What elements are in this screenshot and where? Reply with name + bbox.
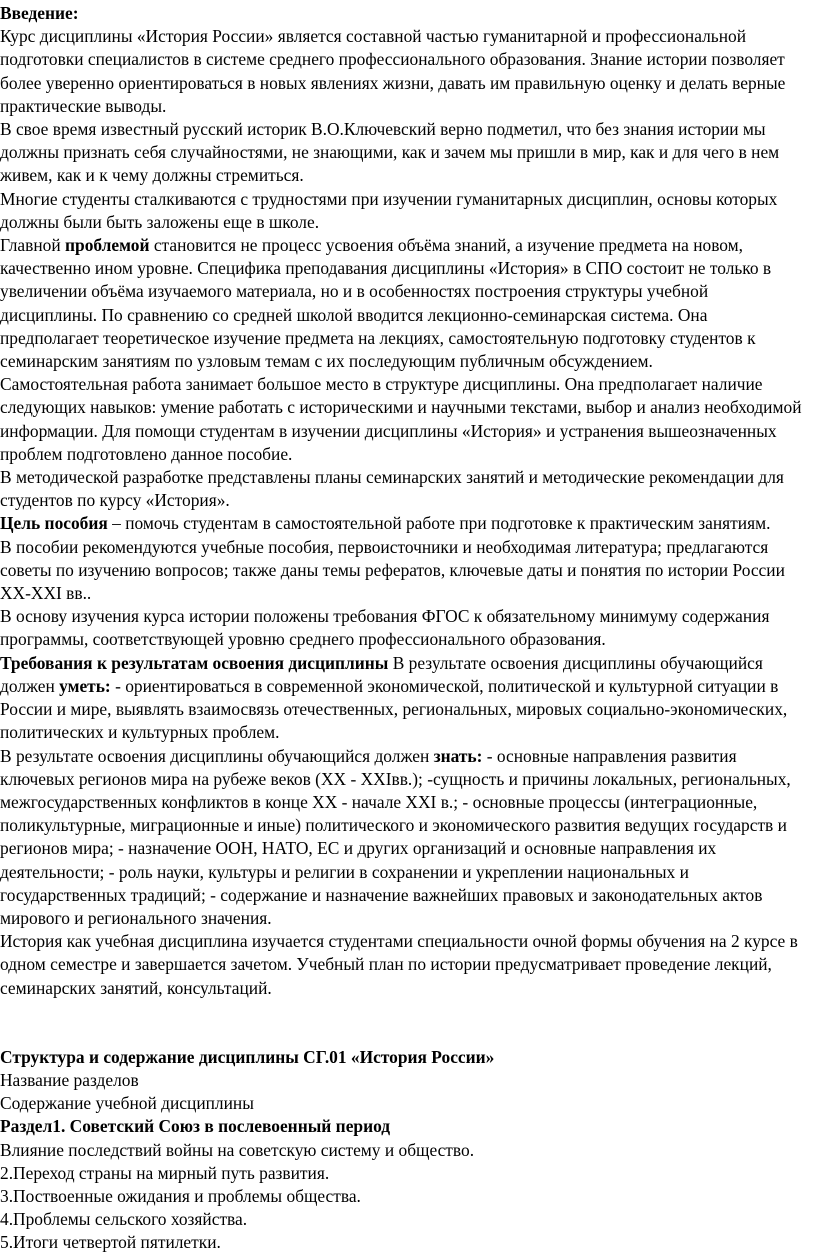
intro-paragraph-5: Самостоятельная работа занимает большое место в структуре дисциплины. Она предполагает наличие следующих навыков: умение работать с историческими и научными текстами, выбор и анализ необходимой информации. Для помощи студентам в изучении дисциплины «История» и устранения вышеозначенных проблем подготовлено данное пособие. [0, 374, 802, 464]
intro-paragraph-12: История как учебная дисциплина изучается студентами специальности очной формы обучения на 2 курсе в одном семестре и завершается зачетом. Учебный план по истории предусматривает проведение лекций, семинарских занятий, консультаций. [0, 931, 798, 998]
intro-paragraph-9: В основу изучения курса истории положены требования ФГОС к обязательному минимуму содержания программы, соответствующей уровню среднего профессионального образования. [0, 606, 770, 650]
list-item: 5.Итоги четвертой пятилетки. [0, 1232, 221, 1253]
structure-line-content: Содержание учебной дисциплины [0, 1093, 254, 1114]
list-item: Влияние последствий войны на советскую систему и общество. [0, 1139, 475, 1160]
intro-paragraph-8: В пособии рекомендуются учебные пособия, первоисточники и необходимая литература; предлагаются советы по изучению вопросов; также даны темы рефератов, ключевые даты и понятия по истории России XX-XXI вв.. [0, 536, 785, 604]
intro-paragraph-11: В результате освоения дисциплины обучающийся должен знать: - основные направления развития ключевых регионов мира на рубеже веков (XX - XXIвв.); -сущность и причины локальных, региональных, межгосударственных конфликтов в конце XX - начале XXI в.; - основные процессы (интеграционные, поликультурные, миграционные и иные) политического и экономического развития ведущих государств и регионов мира; - назначение ООН, НАТО, ЕС и других организаций и основные направления их деятельности; - роль науки, культуры и религии в сохранении и укреплении национальных и государственных традиций; - содержание и назначение важнейших правовых и законодательных актов мирового и регионального значения. [0, 745, 791, 928]
intro-heading: Введение: [0, 3, 79, 23]
intro-paragraph-1: Курс дисциплины «История России» является составной частью гуманитарной и профессиональной подготовки специалистов в системе среднего профессионального образования. Знание истории позволяет более уверенно ориентироваться в новых явлениях жизни, давать им правильную оценку и делать верные практические выводы. [0, 26, 786, 116]
intro-paragraph-4: Главной проблемой становится не процесс усвоения объёма знаний, а изучение предмета на новом, качественно ином уровне. Специфика преподавания дисциплины «История» в СПО состоит не только в увеличении объёма изучаемого материала, но и в особенностях построения структуры учебной дисциплины. По сравнению со средней школой вводится лекционно-семинарская система. Она предполагает теоретическое изучение предмета на лекциях, самостоятельную подготовку студентов к семинарским занятиям по узловым темам с их последующим публичным обсуждением. [0, 235, 772, 372]
intro-paragraph-2: В свое время известный русский историк В.О.Ключевский верно подметил, что без знания истории мы должны признать себя случайностями, не знающими, как и зачем мы пришли в мир, как и для чего в нем живем, как и к чему должны стремиться. [0, 119, 780, 186]
structure-line-sections: Название разделов [0, 1069, 139, 1090]
intro-paragraph-3: Многие студенты сталкиваются с трудностями при изучении гуманитарных дисциплин, основы которых должны были быть заложены еще в школе. [0, 188, 778, 232]
intro-paragraph-6: В методической разработке представлены планы семинарских занятий и методические рекомендации для студентов по курсу «История». [0, 467, 784, 511]
list-item: 3.Поствоенные ожидания и проблемы общества. [0, 1185, 361, 1206]
list-item: 4.Проблемы сельского хозяйства. [0, 1209, 248, 1230]
structure-heading: Структура и содержание дисциплины СГ.01 «История России» [0, 1046, 495, 1067]
spacer [0, 1000, 808, 1046]
section-1-title: Раздел1. Советский Союз в послевоенный период [0, 1116, 391, 1137]
intro-paragraph-7: Цель пособия – помочь студентам в самостоятельной работе при подготовке к практическим занятиям. [0, 513, 771, 534]
list-item: 2.Переход страны на мирный путь развития. [0, 1162, 330, 1183]
intro-paragraph-10: Требования к результатам освоения дисциплины В результате освоения дисциплины обучающийся должен уметь: - ориентироваться в современной экономической, политической и культурной ситуации в России и мире, выявлять взаимосвязь отечественных, региональных, мировых социально-экономических, политических и культурных проблем. [0, 652, 788, 743]
